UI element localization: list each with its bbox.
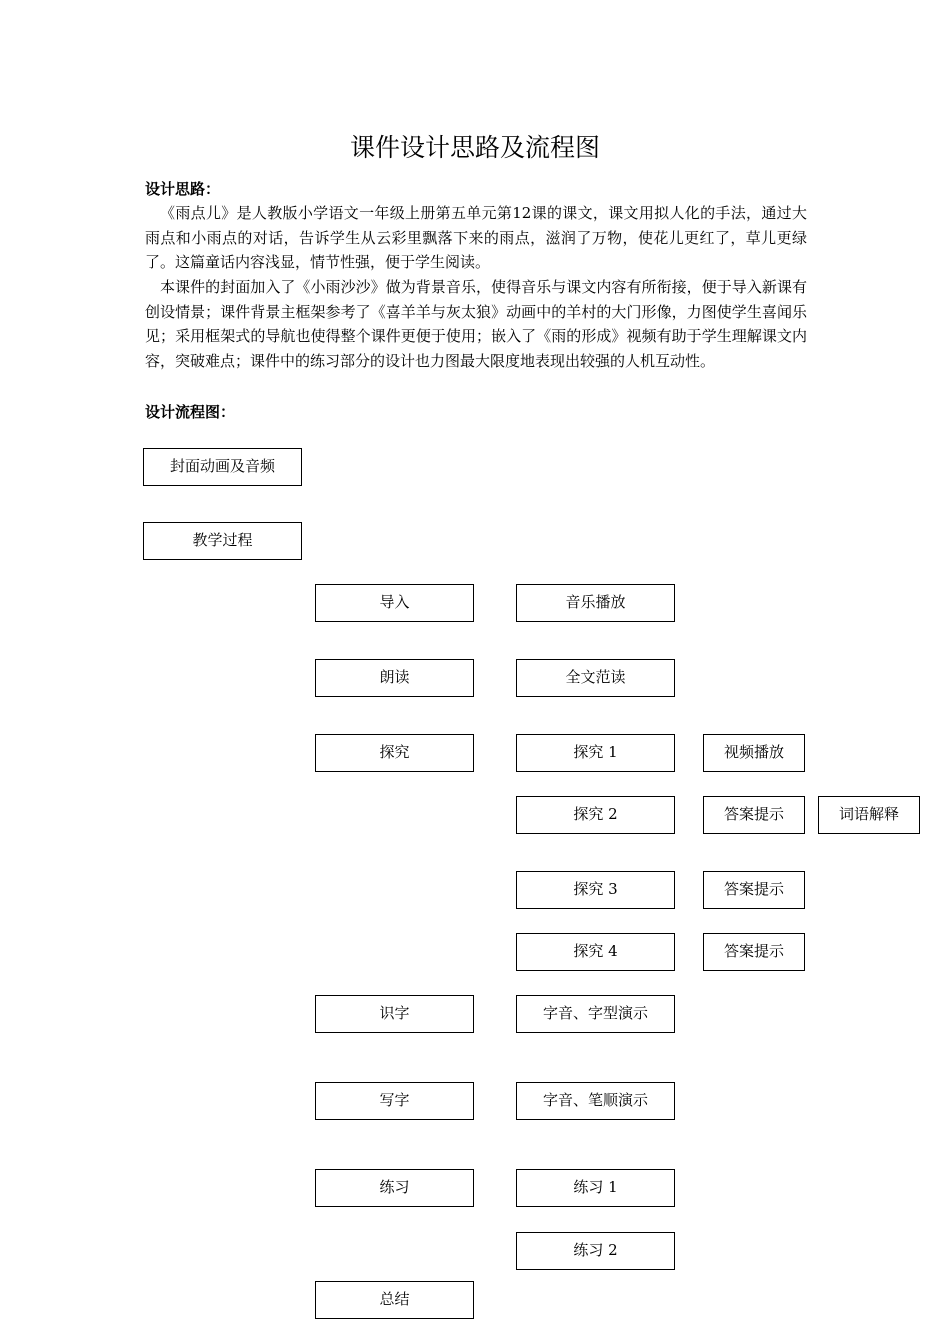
flow-box-explore: 探究 [315,734,474,772]
flow-box-writing: 写字 [315,1082,474,1120]
design-thinking-paragraph-1: 《雨点儿》是人教版小学语文一年级上册第五单元第12课的课文，课文用拟人化的手法，通过大雨点和小雨点的对话，告诉学生从云彩里飘落下来的雨点，滋润了万物，使花儿更红了，草儿更绿了。这篇童话内容浅显，情节性强，便于学生阅读。 [145,204,807,272]
design-thinking-paragraph-2: 本课件的封面加入了《小雨沙沙》做为背景音乐，使得音乐与课文内容有所衔接，便于导入新课有创设情景；课件背景主框架参考了《喜羊羊与灰太狼》动画中的羊村的大门形像，力图使学生喜闻乐见；采用框架式的导航也使得整个课件更便于使用；嵌入了《雨的形成》视频有助于学生理解课文内容，突破难点；课件中的练习部分的设计也力图最大限度地表现出较强的人机互动性。 [145,278,807,370]
flow-box-read: 朗读 [315,659,474,697]
flow-box-explore-3: 探究 3 [516,871,675,909]
page-title: 课件设计思路及流程图 [349,133,600,162]
flow-box-practice-2: 练习 2 [516,1232,675,1270]
flow-box-explore-4: 探究 4 [516,933,675,971]
flow-box-hint-4: 答案提示 [703,933,805,971]
flow-box-explore-1: 探究 1 [516,734,675,772]
flow-box-hint-2: 答案提示 [703,796,805,834]
flow-box-practice: 练习 [315,1169,474,1207]
flow-box-hint-3: 答案提示 [703,871,805,909]
flow-box-literacy-demo: 字音、字型演示 [516,995,675,1033]
flow-box-glossary: 词语解释 [818,796,920,834]
flow-box-video: 视频播放 [703,734,805,772]
flow-box-practice-1: 练习 1 [516,1169,675,1207]
flow-box-literacy: 识字 [315,995,474,1033]
flow-box-cover: 封面动画及音频 [143,448,302,486]
flowchart-label: 设计流程图： [145,403,236,421]
flow-box-intro: 导入 [315,584,474,622]
flow-box-explore-2: 探究 2 [516,796,675,834]
flow-box-music: 音乐播放 [516,584,675,622]
design-thinking-label: 设计思路： [145,180,221,198]
flow-box-writing-demo: 字音、笔顺演示 [516,1082,675,1120]
flow-box-process: 教学过程 [143,522,302,560]
flow-box-summary: 总结 [315,1281,474,1319]
flow-box-model-read: 全文范读 [516,659,675,697]
